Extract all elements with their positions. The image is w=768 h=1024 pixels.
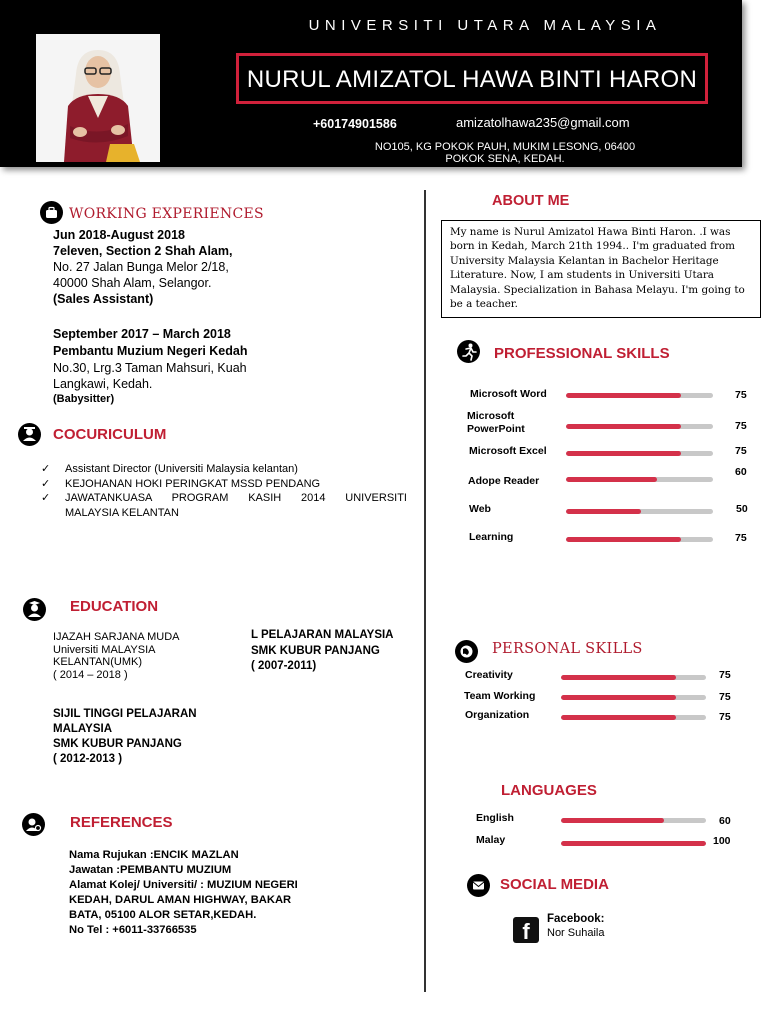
skill-label: Microsoft Excel — [469, 445, 547, 457]
cocurriculum-heading: COCURICULUM — [53, 426, 167, 443]
degree-years: ( 2014 – 2018 ) — [53, 668, 128, 681]
facebook-icon[interactable]: f — [513, 917, 539, 943]
student-icon — [18, 423, 41, 446]
skill-bar-fill — [561, 841, 706, 846]
cocurriculum-list — [41, 462, 407, 520]
facebook-name[interactable]: Nor Suhaila — [547, 927, 605, 939]
skill-bar-fill — [561, 675, 676, 680]
skill-value: 75 — [719, 669, 731, 681]
reference-line: No Tel : +6011-33766535 — [69, 924, 197, 936]
skill-bar-fill — [561, 818, 664, 823]
skill-bar-track — [561, 818, 706, 823]
about-me-text: My name is Nurul Amizatol Hawa Binti Haron. .I was born in Kedah, March 21th 1994.. I'm graduated from University Malaysia Kelantan in Bachelor Heritage Literature. Now, I am students in Universiti Utara Malaysia. Specialization in Bahasa Melayu. I'm going to be a teacher. — [450, 226, 745, 311]
job-company: Pembantu Muzium Negeri Kedah — [53, 344, 248, 358]
skill-value: 75 — [735, 420, 747, 432]
skill-label: English — [476, 812, 514, 824]
job-address: 40000 Shah Alam, Selangor. — [53, 276, 212, 290]
candidate-name: NURUL AMIZATOL HAWA BINTI HARON — [246, 66, 698, 93]
skill-bar-track — [566, 509, 713, 514]
stpm-title: SIJIL TINGGI PELAJARAN — [53, 708, 197, 720]
references-heading: REFERENCES — [70, 814, 173, 831]
stpm-years: ( 2012-2013 ) — [53, 753, 123, 765]
spm-entry — [251, 628, 421, 675]
skill-bar-fill — [566, 393, 681, 398]
job-address: Langkawi, Kedah. — [53, 377, 153, 391]
profile-photo — [36, 34, 160, 162]
about-me-heading: ABOUT ME — [492, 193, 570, 209]
reference-details — [69, 848, 329, 938]
skill-value: 75 — [719, 711, 731, 723]
skill-label: Team Working — [464, 690, 536, 702]
spm-years: ( 2007-2011) — [251, 660, 317, 672]
skill-bar-fill — [566, 477, 657, 482]
address-line: NO105, KG POKOK PAUH, MUKIM LESONG, 06400 — [374, 141, 636, 153]
checkmark-icon: ✓ — [41, 463, 51, 475]
skill-label: Web — [469, 503, 491, 515]
stpm-entry — [53, 707, 253, 767]
job-role: (Babysitter) — [53, 393, 115, 405]
list-item — [41, 462, 407, 477]
runner-icon — [457, 340, 480, 363]
job-date: September 2017 – March 2018 — [53, 327, 231, 341]
column-divider — [424, 190, 426, 992]
job-role: (Sales Assistant) — [53, 292, 154, 306]
skill-value: 50 — [736, 503, 748, 515]
email-address[interactable]: amizatolhawa235@gmail.com — [456, 115, 630, 130]
list-item — [41, 491, 407, 506]
address-line: POKOK SENA, KEDAH. — [445, 153, 565, 165]
skill-bar-track — [561, 675, 706, 680]
checkmark-icon: ✓ — [41, 492, 51, 504]
globe-icon — [455, 640, 478, 663]
skill-bar-fill — [561, 695, 676, 700]
phone-number: +60174901586 — [313, 117, 397, 131]
skill-value: 60 — [719, 815, 731, 827]
social-media-heading: SOCIAL MEDIA — [500, 876, 609, 893]
reference-line: BATA, 05100 ALOR SETAR,KEDAH. — [69, 909, 257, 921]
job-address: No.30, Lrg.3 Taman Mahsuri, Kuah — [53, 361, 247, 375]
spm-title: L PELAJARAN MALAYSIA — [251, 629, 394, 641]
reference-line: Alamat Kolej/ Universiti/ : MUZIUM NEGERI — [69, 879, 298, 891]
skill-bar-track — [561, 695, 706, 700]
languages-heading: LANGUAGES — [501, 782, 597, 799]
skill-label: Organization — [465, 709, 530, 721]
user-search-icon — [22, 813, 45, 836]
job-entry-2 — [53, 326, 413, 406]
stpm-school: SMK KUBUR PANJANG — [53, 738, 182, 750]
skill-bar-track — [566, 451, 713, 456]
skill-label: Microsoft Word — [470, 388, 547, 400]
job-entry-1 — [53, 227, 413, 307]
skill-bar-track — [566, 424, 713, 429]
skill-bar-fill — [566, 537, 681, 542]
job-address: No. 27 Jalan Bunga Melor 2/18, — [53, 260, 229, 274]
skill-value: 75 — [735, 389, 747, 401]
facebook-label: Facebook: — [547, 913, 605, 925]
skill-value: 60 — [735, 466, 747, 478]
checkmark-icon: ✓ — [41, 477, 51, 490]
list-item-text: KEJOHANAN HOKI PERINGKAT MSSD PENDANG — [65, 477, 321, 490]
working-experiences-heading: WORKING EXPERIENCES — [69, 206, 264, 222]
reference-line: KEDAH, DARUL AMAN HIGHWAY, BAKAR — [69, 894, 292, 906]
education-heading: EDUCATION — [70, 598, 159, 615]
spm-school: SMK KUBUR PANJANG — [251, 644, 380, 657]
degree-entry — [53, 631, 243, 681]
skill-bar-fill — [566, 509, 641, 514]
degree-line: Universiti MALAYSIA — [53, 643, 156, 656]
professional-skills-heading: PROFESSIONAL SKILLS — [494, 345, 670, 362]
skill-label: Microsoft PowerPoint — [467, 410, 525, 435]
personal-skills-heading: PERSONAL SKILLS — [492, 641, 643, 657]
skill-value: 100 — [713, 835, 731, 847]
skill-value: 75 — [735, 445, 747, 457]
skill-bar-track — [561, 841, 706, 846]
job-company: 7eleven, Section 2 Shah Alam, — [53, 244, 233, 258]
skill-value: 75 — [735, 532, 747, 544]
list-item — [41, 477, 407, 492]
reference-line: Jawatan :PEMBANTU MUZIUM — [69, 864, 232, 876]
list-item-continuation: MALAYSIA KELANTAN — [65, 506, 179, 519]
skill-label: Learning — [469, 531, 514, 543]
skill-bar-track — [566, 477, 713, 482]
skill-bar-fill — [561, 715, 676, 720]
skill-bar-track — [566, 537, 713, 542]
skill-label: Malay — [476, 834, 506, 846]
skill-bar-fill — [566, 451, 681, 456]
skill-value: 75 — [719, 691, 731, 703]
home-address — [340, 141, 670, 165]
briefcase-icon — [40, 201, 63, 224]
skill-bar-track — [561, 715, 706, 720]
job-date: Jun 2018-August 2018 — [53, 228, 185, 242]
mail-icon — [467, 874, 490, 897]
list-item-text: Assistant Director (Universiti Malaysia kelantan) — [65, 463, 298, 475]
degree-line: KELANTAN(UMK) — [53, 656, 143, 668]
skill-label: Adope Reader — [468, 475, 540, 487]
skill-bar-track — [566, 393, 713, 398]
person-portrait-icon — [36, 34, 160, 162]
graduate-icon — [23, 598, 46, 621]
skill-label: Creativity — [465, 669, 513, 681]
skill-bar-fill — [566, 424, 681, 429]
university-name: UNIVERSITI UTARA MALAYSIA — [308, 17, 662, 34]
reference-line: Nama Rujukan :ENCIK MAZLAN — [69, 849, 239, 861]
degree-line: IJAZAH SARJANA MUDA — [53, 631, 180, 643]
stpm-title: MALAYSIA — [53, 723, 112, 735]
list-item-text: JAWATANKUASA PROGRAM KASIH 2014 UNIVERSITI — [65, 492, 407, 504]
